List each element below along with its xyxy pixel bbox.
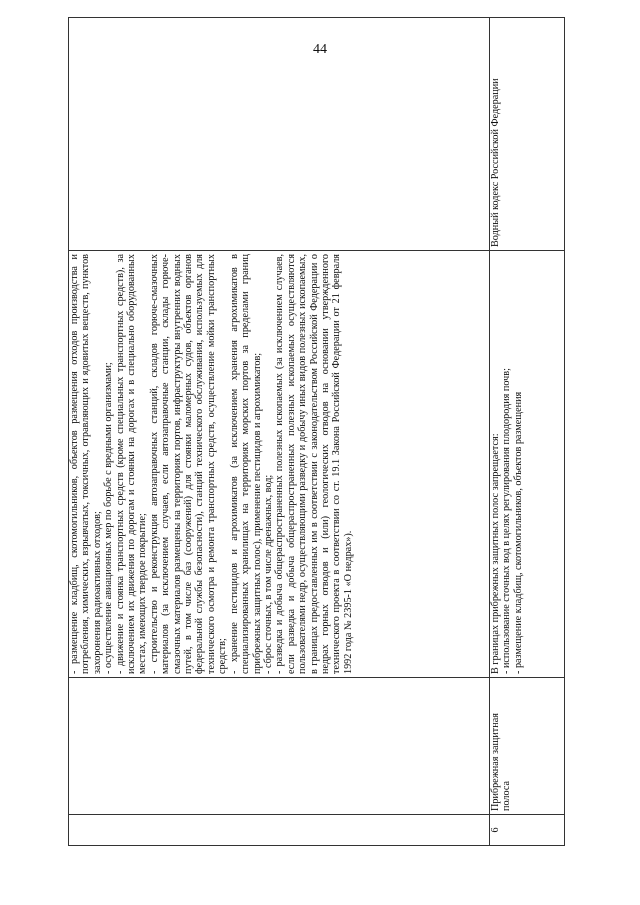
row-number-cell: 6 — [490, 815, 565, 846]
restriction-item: - движение и стоянка транспортных средств (кроме специальных транспортных средств), за исключением их движения по дорогам и стоянки на дорогах и в специально оборудованных местах, имеющих твердое покрытие; — [114, 254, 149, 674]
row-number-cell — [69, 815, 490, 846]
legal-source-cell: Водный кодекс Российской Федерации — [490, 18, 565, 251]
restriction-item: - использование сточных вод в целях регулирования плодородия почв; — [501, 368, 513, 674]
legal-source-cell — [69, 18, 490, 251]
restriction-item: - сброс сточных, в том числе дренажных, вод; — [262, 474, 274, 674]
restriction-item: - строительство и реконструкция автозаправочных станций, складов горюче-смазочных материалов (за исключением случаев, если автозаправочные станции, склады горюче-смазочных материалов размещены на территориях портов, инфраструктуры внутренних водных путей, в том числе баз (сооружений) для стоянки маломерных судов, объектов органов федеральной службы безопасности), станций технического обслуживания, используемых для технического осмотра и ремонта транспортных средств, осуществление мойки транспортных средств; — [148, 254, 229, 674]
page-number: 44 — [313, 42, 327, 57]
restriction-item: - размещение кладбищ, скотомогильников, объектов размещения отходов производства и потребления, химических, взрывчатых, токсичных, отравляющих и ядовитых веществ, пунктов захоронения радиоактивных отходов; — [69, 254, 103, 674]
zone-name-cell: Прибрежная защитная полоса — [490, 678, 565, 815]
restriction-item: - осуществление авиационных мер по борьбе с вредными организмами; — [103, 362, 115, 674]
restriction-item: В границах прибрежных защитных полос запрещается: — [490, 433, 501, 674]
restriction-item: - размещение кладбищ, скотомогильников, объектов размещения — [512, 391, 524, 674]
table-row — [69, 18, 490, 846]
rotated-table-container — [68, 46, 564, 846]
restriction-item: - разведка и добыча общераспространенных полезных ископаемых (за исключением случаев, если разведка и добыча общераспространенных полезных ископаемых осуществляются пользователями недр, осуществляющими разведку и добычу иных видов полезных ископаемых, в границах предоставленных им в соответствии с законодательством Российской Федерации о недрах горных отводов и (или) геологических отводов на основании утвержденного технического проекта в соответствии со ст. 19.1 Закона Российской Федерации от 21 февраля 1992 года № 2395-1 «О недрах»). — [274, 254, 354, 674]
zone-name-cell — [69, 678, 490, 815]
restriction-item: - хранение пестицидов и агрохимикатов (за исключением хранения агрохимикатов в специализированных хранилищах на территориях морских портов за пределами границ прибрежных защитных полос), применение пестицидов и агрохимикатов; — [228, 254, 263, 674]
regulation-table — [68, 17, 565, 846]
restrictions-cell — [69, 251, 490, 678]
table-row — [490, 18, 565, 846]
restrictions-cell — [490, 251, 565, 678]
